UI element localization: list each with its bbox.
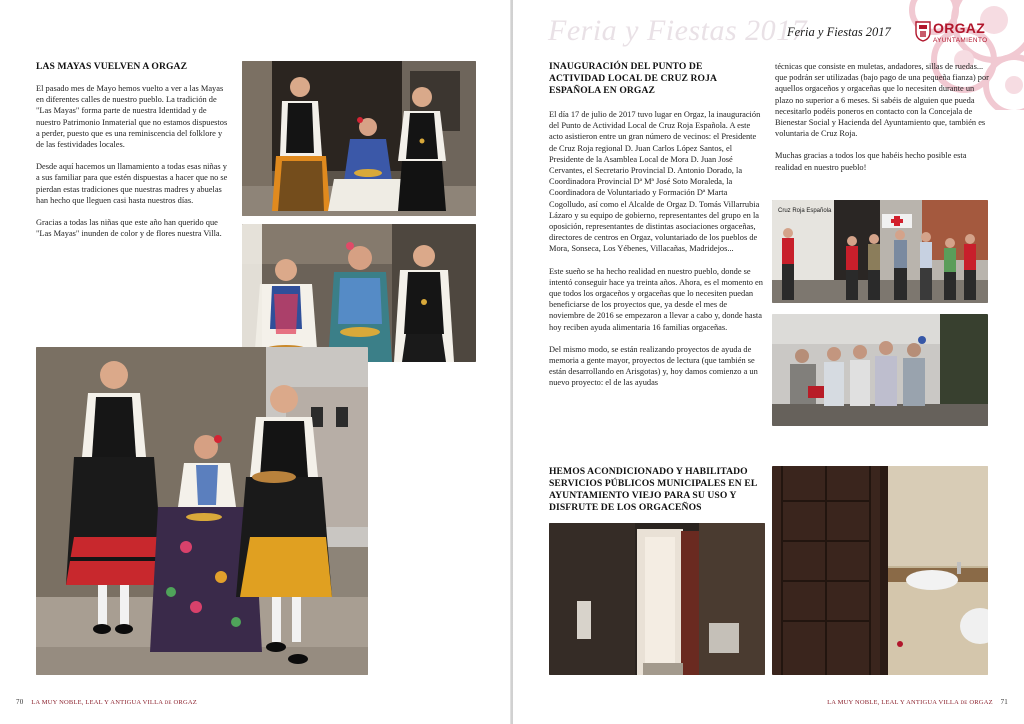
article-body-mayas (36, 83, 228, 250)
watermark-title: Feria y Fiestas 2017 (548, 14, 808, 47)
right-page-folio (827, 698, 1008, 706)
photo-cruz-roja-interior (772, 314, 988, 426)
paragraph: Gracias a todas las niñas que este año han querido que "Las Mayas" inunden de color y de flores nuestra Villa. (36, 218, 222, 239)
article-body-cruz-roja-col2 (775, 61, 991, 184)
coat-of-arms-icon (915, 20, 931, 42)
paragraph: Del mismo modo, se están realizando proyectos de ayuda de memoria a gente mayor, proyectos de lectura (que también se están desarrollando en Arisgotas) y, hoy damos comienzo a un nuevo proyecto: el de las ayudas (549, 344, 758, 388)
folio-text: LA MUY NOBLE, LEAL Y ANTIGUA VILLA (31, 699, 163, 706)
article-title-mayas: LAS MAYAS VUELVEN A ORGAZ (36, 61, 188, 72)
folio-town: ORGAZ (173, 699, 197, 706)
article-title-servicios: HEMOS ACONDICIONADO Y HABILITADO SERVICIOS PÚBLICOS MUNICIPALES EN EL AYUNTAMIENTO VIEJO PARA SU USO Y DISFRUTE DE LOS ORGACEÑOS (549, 466, 757, 513)
folio-text: LA MUY NOBLE, LEAL Y ANTIGUA VILLA (827, 699, 959, 706)
left-page-folio (16, 698, 197, 706)
photo-cruz-roja-exterior (772, 200, 988, 303)
paragraph: El día 17 de julio de 2017 tuvo lugar en Orgaz, la inauguración del Punto de Actividad Local de Cruz Roja Española. A este acto asistieron entre un gran número de vecinos: el Presidente de Cruz Roja regional D. Juan Carlos López Santos, el Presidente de la Asamblea Local de Mora D. Juan José Cervantes, el Secretario Provincial D. Antonio Dorado, la Coordinadora Provincial Dª Mª José Soto Moraleda, la Coordinadora de Voluntariado y Formación Dª Marta Cogolludo, así como el Alcalde de Orgaz D. Tomás Villarrubia Lázaro y su equipo de gobierno, representantes del grupo en la oposición, representantes de distintas asociaciones orgaceñas, directores de centros en Orgaz, voluntariado de los pueblos de Mora, Sonseca, Los Yébenes, Villacañas, Madridejos... (549, 110, 761, 254)
photo-mayas-group-doorway (242, 61, 476, 216)
cruz-roja-sign: Cruz Roja Española (778, 208, 832, 214)
running-head: Feria y Fiestas 2017 (787, 25, 891, 39)
paragraph: técnicas que consiste en muletas, andadores, sillas de ruedas... que podrán ser utilizadas (bajo pago de una pequeña fianza) por aquellos orgaceños y orgaceñas que lo necesiten durante un plazo no superior a 6 meses. Si sabéis de alguien que pueda necesitarlo podéis poneros en contacto con la Concejala de Bienestar Social y Hacienda del Ayuntamiento que, también es voluntaria de Cruz Roja. (775, 62, 989, 139)
article-body-cruz-roja-col1 (549, 109, 765, 400)
folio-town: ORGAZ (969, 699, 993, 706)
photo-mayas-close-up (242, 224, 476, 362)
article-title-cruz-roja: INAUGURACIÓN DEL PUNTO DE ACTIVIDAD LOCAL DE CRUZ ROJA ESPAÑOLA EN ORGAZ (549, 61, 717, 96)
logo-subtitle: AYUNTAMIENTO (933, 37, 988, 44)
logo-name: ORGAZ (933, 20, 986, 36)
page-number: 70 (16, 698, 24, 706)
photo-restroom-sinks (772, 466, 988, 675)
photo-restroom-doorway (549, 523, 765, 675)
paragraph: El pasado mes de Mayo hemos vuelto a ver a las Mayas en diferentes calles de nuestro pueblo. La tradición de "Las Mayas" forma parte de nuestra Identidad y de nuestro Patrimonio Inmaterial que no estamos dispuestos a perder, puesto que es una reminiscencia del folklore y de las festividades locales. (36, 84, 228, 150)
paragraph: Desde aquí hacemos un llamamiento a todas esas niñas y a sus familiar para que estén dispuestas a hacer que no se pierdan estas tradiciones que nuestras madres y abuelas han hecho que lleguen casi hasta nuestros días. (36, 162, 228, 205)
paragraph: Muchas gracias a todos los que habéis hecho posible esta realidad en nuestro pueblo! (775, 151, 967, 172)
right-page (513, 0, 1024, 724)
orgaz-logo (915, 20, 995, 48)
page-number: 71 (1000, 698, 1008, 706)
left-page (0, 0, 511, 724)
folio-de: DE (960, 701, 968, 706)
photo-mayas-street (36, 347, 368, 675)
folio-de: DE (164, 701, 172, 706)
paragraph: Este sueño se ha hecho realidad en nuestro pueblo, donde se intentó conseguir hace ya treinta años. Ahora, es el momento en que todos los orgaceños y orgaceñas que lo necesiten puedan beneficiarse de los proyectos que, ya desde el mes de noviembre de 2016 se empezaron a llevar a cabo y, donde hasta hoy reciben ayuda alimentaria 16 familias orgaceñas. (549, 266, 763, 332)
